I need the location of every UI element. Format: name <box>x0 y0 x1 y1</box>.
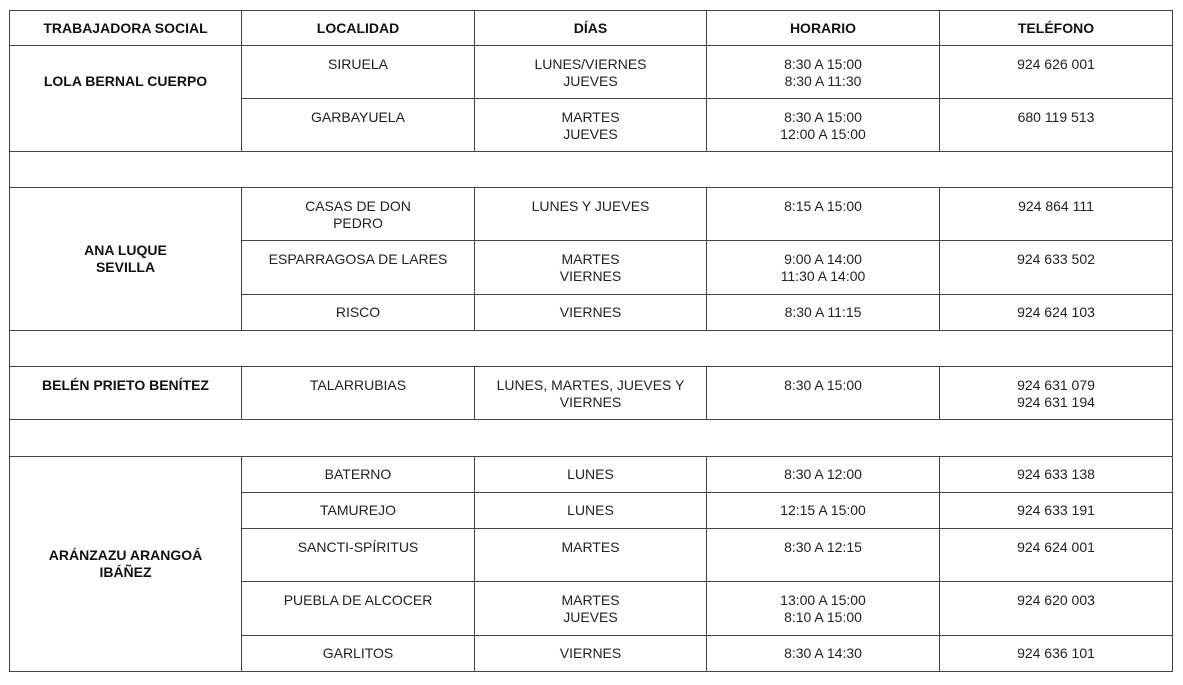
dias-cell: MARTES JUEVES <box>475 99 707 152</box>
horario-cell: 8:30 A 12:15 <box>707 529 940 582</box>
header-row <box>10 11 1173 46</box>
horario-cell: 8:30 A 11:15 <box>707 295 940 331</box>
horario-cell: 8:30 A 14:30 <box>707 636 940 672</box>
telefono-cell: 924 626 001 <box>940 46 1173 99</box>
localidad-cell: TALARRUBIAS <box>242 367 475 420</box>
horario-cell: 8:30 A 15:00 <box>707 367 940 420</box>
horario-cell: 13:00 A 15:00 8:10 A 15:00 <box>707 582 940 636</box>
dias-cell: MARTES JUEVES <box>475 582 707 636</box>
telefono-cell: 924 624 103 <box>940 295 1173 331</box>
telefono-cell: 924 636 101 <box>940 636 1173 672</box>
schedule-table <box>9 10 1173 672</box>
dias-cell: LUNES/VIERNES JUEVES <box>475 46 707 99</box>
header-trabajadora: TRABAJADORA SOCIAL <box>10 11 242 46</box>
telefono-cell: 924 864 111 <box>940 188 1173 241</box>
worker-name: LOLA BERNAL CUERPO <box>10 46 242 152</box>
table-row <box>10 188 1173 241</box>
localidad-cell: GARBAYUELA <box>242 99 475 152</box>
dias-cell: VIERNES <box>475 295 707 331</box>
horario-cell: 8:30 A 15:00 8:30 A 11:30 <box>707 46 940 99</box>
header-localidad: LOCALIDAD <box>242 11 475 46</box>
horario-cell: 12:15 A 15:00 <box>707 493 940 529</box>
telefono-cell: 924 631 079 924 631 194 <box>940 367 1173 420</box>
worker-name: ARÁNZAZU ARANGOÁ IBÁÑEZ <box>10 457 242 672</box>
spacer-row <box>10 420 1173 457</box>
localidad-cell: ESPARRAGOSA DE LARES <box>242 241 475 295</box>
localidad-cell: RISCO <box>242 295 475 331</box>
table-row <box>10 457 1173 493</box>
horario-cell: 9:00 A 14:00 11:30 A 14:00 <box>707 241 940 295</box>
worker-name: BELÉN PRIETO BENÍTEZ <box>10 367 242 420</box>
telefono-cell: 924 624 001 <box>940 529 1173 582</box>
dias-cell: LUNES <box>475 457 707 493</box>
header-horario: HORARIO <box>707 11 940 46</box>
table-row <box>10 367 1173 420</box>
spacer-row <box>10 331 1173 367</box>
spacer-row <box>10 152 1173 188</box>
dias-cell: LUNES Y JUEVES <box>475 188 707 241</box>
dias-cell: LUNES, MARTES, JUEVES Y VIERNES <box>475 367 707 420</box>
localidad-cell: TAMUREJO <box>242 493 475 529</box>
localidad-cell: BATERNO <box>242 457 475 493</box>
localidad-cell: CASAS DE DON PEDRO <box>242 188 475 241</box>
telefono-cell: 924 633 138 <box>940 457 1173 493</box>
header-telefono: TELÉFONO <box>940 11 1173 46</box>
table-row <box>10 46 1173 99</box>
dias-cell: LUNES <box>475 493 707 529</box>
telefono-cell: 680 119 513 <box>940 99 1173 152</box>
horario-cell: 8:15 A 15:00 <box>707 188 940 241</box>
localidad-cell: GARLITOS <box>242 636 475 672</box>
horario-cell: 8:30 A 12:00 <box>707 457 940 493</box>
worker-name: ANA LUQUE SEVILLA <box>10 188 242 331</box>
horario-cell: 8:30 A 15:00 12:00 A 15:00 <box>707 99 940 152</box>
localidad-cell: SANCTI-SPÍRITUS <box>242 529 475 582</box>
telefono-cell: 924 633 191 <box>940 493 1173 529</box>
telefono-cell: 924 633 502 <box>940 241 1173 295</box>
localidad-cell: PUEBLA DE ALCOCER <box>242 582 475 636</box>
dias-cell: VIERNES <box>475 636 707 672</box>
localidad-cell: SIRUELA <box>242 46 475 99</box>
dias-cell: MARTES VIERNES <box>475 241 707 295</box>
telefono-cell: 924 620 003 <box>940 582 1173 636</box>
dias-cell: MARTES <box>475 529 707 582</box>
header-dias: DÍAS <box>475 11 707 46</box>
